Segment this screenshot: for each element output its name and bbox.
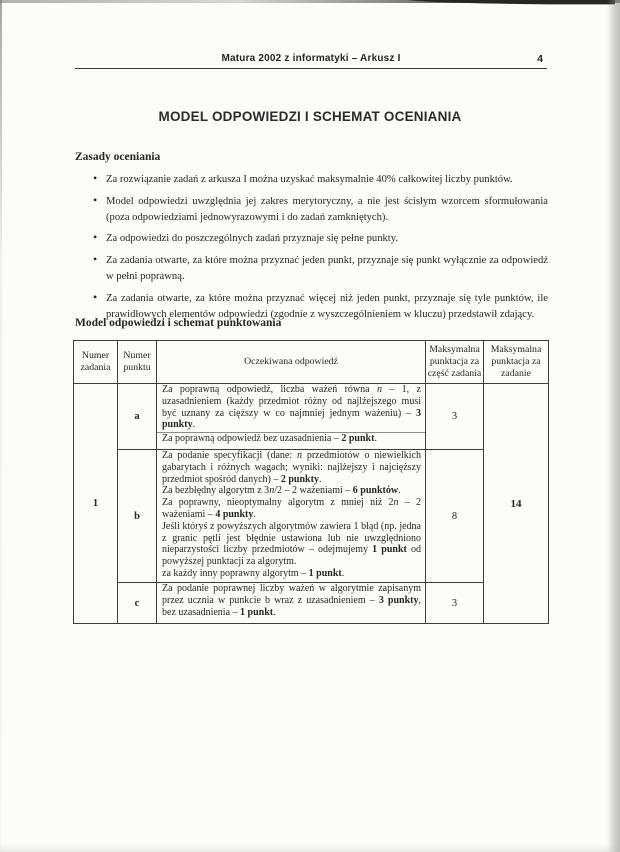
col-header-max-task-points: Maksymalna punktacja za zadanie	[484, 341, 549, 384]
task-number-cell: 1	[74, 384, 118, 624]
bullet-dot-icon: •	[93, 171, 98, 185]
rules-heading: Zasady oceniania	[75, 151, 161, 163]
answer-paragraph: za każdy inny poprawny algorytm – 1 punkt.	[162, 567, 345, 579]
list-item	[75, 172, 548, 188]
point-letter-cell: a	[118, 384, 157, 450]
col-header-task-number: Numer zadania	[74, 341, 118, 384]
table-row	[74, 583, 549, 624]
scoring-table	[73, 340, 549, 624]
answer-paragraph: Za poprawny, nieoptymalny algorytm z mniej niż 2n – 2 ważeniami – 4 punkty.	[162, 497, 421, 520]
bullet-text: Za zadania otwarte, za które można przyznać jeden punkt, przyznaje się punkt wyłącznie za odpowiedź w pełni poprawną.	[106, 255, 548, 282]
page-header	[75, 53, 547, 69]
bullet-dot-icon: •	[93, 289, 98, 304]
answer-cell	[157, 450, 426, 583]
point-letter-cell: c	[118, 583, 157, 624]
answer-paragraph: Za podanie specyfikacji (dane: n przedmiotów o niewielkich gabarytach i różnych wagach; wyniki: najlżejszy i najcięższy przedmiot spośród danych) – 2 punkty.	[162, 450, 422, 485]
bullet-dot-icon: •	[93, 230, 98, 245]
col-header-expected-answer: Oczekiwana odpowiedź	[157, 341, 426, 384]
scoring-heading: Model odpowiedzi i schemat punktowania	[75, 317, 282, 329]
rules-section	[75, 151, 548, 328]
col-header-max-part-points: Maksymalna punktacja za część zadania	[426, 341, 484, 384]
total-points-cell: 14	[484, 384, 549, 624]
bullet-text: Za odpowiedzi do poszczególnych zadań przyznaje się pełne punkty.	[106, 233, 399, 245]
col-header-point-number: Numer punktu	[118, 341, 157, 384]
scan-artifact-right-edge	[607, 0, 620, 852]
rules-list	[75, 172, 548, 322]
answer-paragraph: Za podanie poprawnej liczby ważeń w algorytmie zapisanym przez ucznia w punkcie b wraz z uzasadnieniem – 3 punkty, bez uzasadnienia – 1 punkt.	[162, 583, 422, 618]
list-item	[75, 194, 548, 226]
part-points-cell: 3	[426, 384, 484, 450]
header-title: Matura 2002 z informatyki – Arkusz I	[221, 53, 401, 64]
bullet-dot-icon: •	[93, 252, 98, 267]
table-row	[74, 450, 549, 583]
point-letter-cell: b	[118, 450, 157, 583]
table-header-row	[74, 341, 549, 384]
answer-paragraph: Jeśli któryś z powyższych algorytmów zawiera 1 błąd (np. jedna z granic pętli jest błędnie ustawiona lub nie uwzględniono nieparzystości liczby przedmiotów – odejmujemy 1 punkt od powyższej punktacji za algorytm.	[162, 520, 422, 568]
bullet-text: Model odpowiedzi uwzględnia jej zakres merytoryczny, a nie jest ścisłym wzorcem sformułowania (poza odpowiedziami jednowyrazowymi i do zadań zamkniętych).	[106, 195, 548, 223]
answer-paragraph: Za bezbłędny algorytm z 3n/2 – 2 ważeniami – 6 punktów.	[162, 485, 401, 497]
scan-artifact-bottom-edge	[0, 844, 620, 852]
answer-cell	[157, 583, 426, 624]
table-row	[74, 384, 549, 450]
bullet-text: Za zadania otwarte, za które można przyznać więcej niż jeden punkt, przyznaje się tyle punktów, ile prawidłowych elementów odpowiedzi (zgodnie z wyszczególnieniem w kluczu) przedstawił zdający.	[106, 292, 548, 320]
answer-paragraph: Za poprawną odpowiedź, liczba ważeń równa n – 1, z uzasadnieniem (każdy przedmiot różny od najlżejszego musi być uznany za cięższy w co najmniej jednym ważeniu) – 3 punkty.	[162, 384, 421, 431]
list-item	[75, 253, 548, 285]
list-item	[75, 231, 548, 247]
part-points-cell: 8	[426, 450, 484, 583]
bullet-text: Za rozwiązanie zadań z arkusza I można uzyskać maksymalnie 40% całkowitej liczby punktów.	[106, 174, 513, 185]
answer-cell	[157, 384, 426, 450]
scan-artifact-left-edge	[0, 0, 2, 852]
bullet-dot-icon: •	[93, 192, 98, 207]
document-title: MODEL ODPOWIEDZI I SCHEMAT OCENIANIA	[158, 109, 462, 124]
page-number: 4	[537, 53, 543, 65]
part-points-cell: 3	[426, 583, 484, 624]
answer-paragraph: Za poprawną odpowiedź bez uzasadnienia – 2 punkt.	[157, 432, 425, 445]
